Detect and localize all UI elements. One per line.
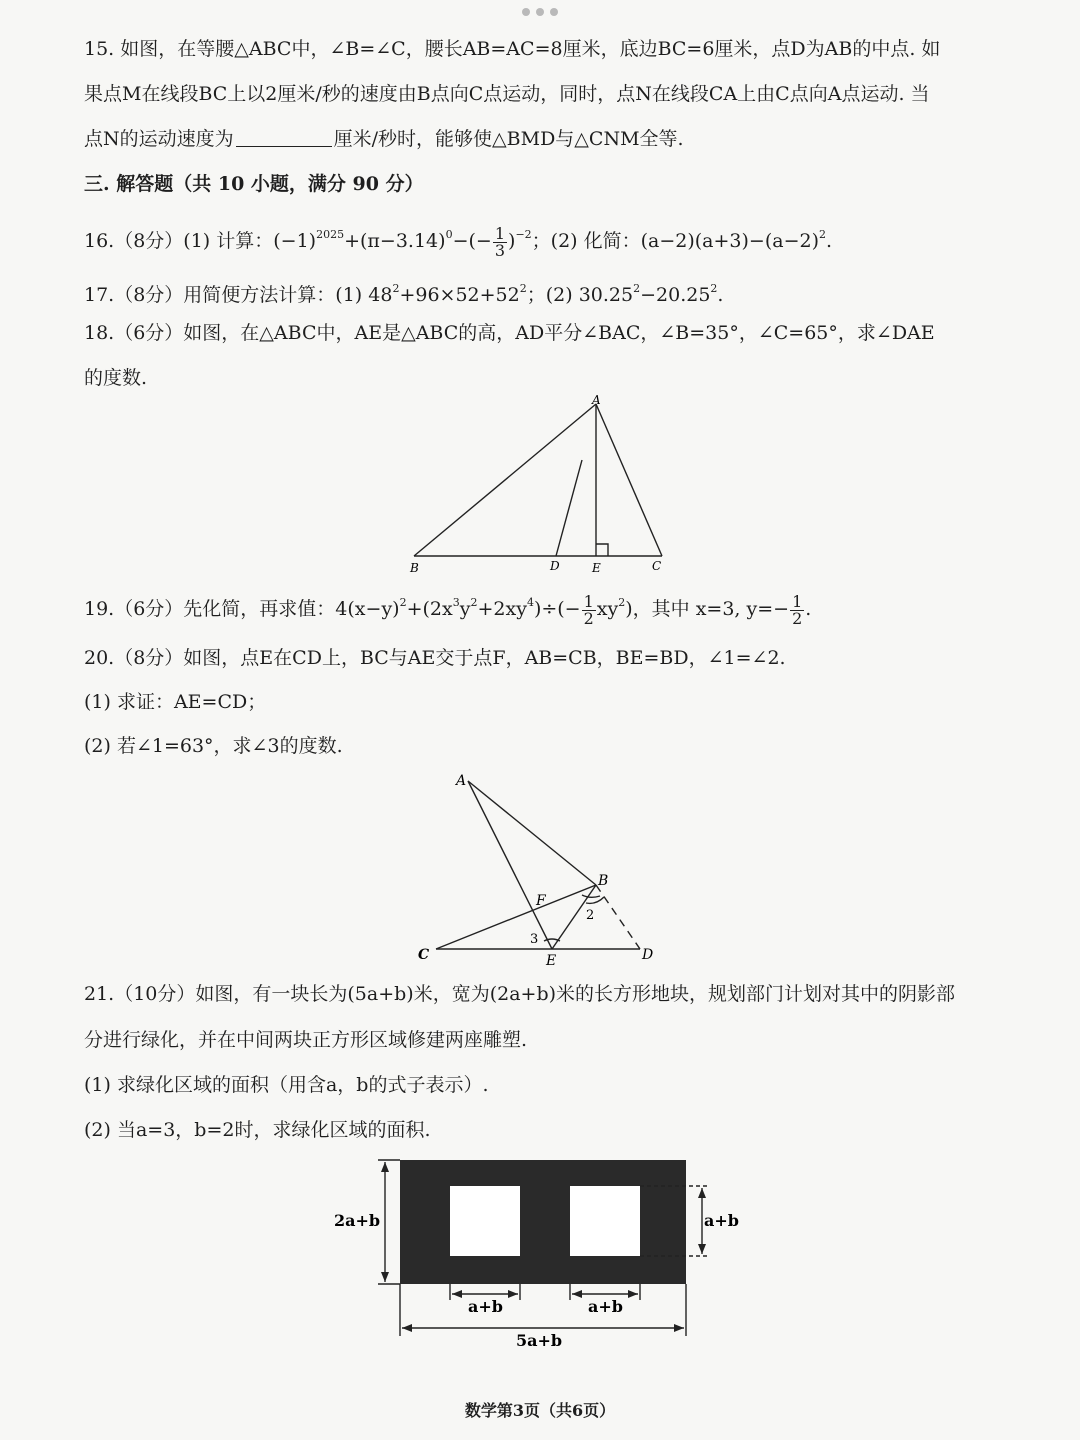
q17-exp: 2 [392,282,400,295]
q18-line1: 18.（6分）如图，在△ABC中，AE是△ABC的高，AD平分∠BAC，∠B=35°，∠C=65°，求∠DAE [84,322,935,344]
answer-blank[interactable] [236,128,332,147]
arrowhead [698,1244,706,1254]
segment-bd-dashed [596,885,640,949]
q17-exp: 2 [710,282,718,295]
section-header: 三. 解答题（共 10 小题，满分 90 分） [84,173,424,195]
sculpture-square-1 [450,1186,520,1256]
q19-exp: 2 [618,596,626,609]
label-angle-2: 2 [586,908,595,923]
arrowhead [572,1290,582,1298]
q16 [84,222,832,259]
q17-part: 17.（8分）用简便方法计算：(1) 48 [84,284,393,306]
q19-exp: 3 [452,596,460,609]
segment-ac [596,404,662,556]
label-height: 2a+b [334,1211,381,1230]
q19-exp: 4 [526,596,534,609]
q15-line1: 15. 如图，在等腰△ABC中，∠B=∠C，腰长AB=AC=8厘米，底边BC=6厘米，点D为AB的中点. 如 [84,38,941,60]
q17-part: −20.25 [640,284,711,306]
arrowhead [674,1324,684,1332]
q16-exp: 2025 [316,228,345,241]
segment-ae [468,781,552,949]
q19-part: . [805,598,812,620]
q19-exp: 2 [399,596,407,609]
angle-2-mark [586,897,604,903]
label-c: C [418,947,430,963]
q15-line2: 果点M在线段BC上以2厘米/秒的速度由B点向C点运动，同时，点N在线段CA上由C点向A点运动. 当 [84,83,930,105]
sculpture-square-2 [570,1186,640,1256]
q15-line3-start: 点N的运动速度为 [84,128,234,150]
label-width: 5a+b [516,1331,563,1350]
q17 [84,276,723,308]
q19-fraction [582,591,596,628]
q16-part: . [826,230,833,252]
q17-part: +96×52+52 [399,284,520,306]
fraction-denominator: 2 [792,608,803,628]
q17-exp: 2 [519,282,527,295]
segment-ab [414,404,596,556]
fraction-denominator: 3 [494,240,506,260]
q19-part: xy [596,598,619,620]
label-b: B [598,873,609,889]
q17-part: ；(2) 30.25 [526,284,634,306]
label-d: D [550,559,560,573]
label-a: A [592,393,601,407]
q17-part: . [717,284,724,306]
page-footer: 数学第3页（共6页） [464,1401,616,1420]
q21-line1: 21.（10分）如图，有一块长为(5a+b)米，宽为(2a+b)米的长方形地块，规划部门计划对其中的阴影部 [84,983,956,1005]
q20-line1: 20.（8分）如图，点E在CD上，BC与AE交于点F，AB=CB，BE=BD，∠1=∠2. [84,647,786,669]
arrowhead [381,1272,389,1282]
q16-exp: −2 [515,228,532,241]
triangle-figure-18 [400,392,680,582]
q16-part: −(− [452,230,492,252]
angle-1-mark [582,895,600,897]
arrowhead [381,1162,389,1172]
q15-line3-end: 厘米/秒时，能够使△BMD与△CNM全等. [333,128,684,150]
drag-handle[interactable] [522,8,558,16]
q21-line2: 分进行绿化，并在中间两块正方形区域修建两座雕塑. [84,1029,528,1051]
q16-exp: 2 [819,228,827,241]
q18-line2: 的度数. [84,367,148,389]
q16-part: ) [508,230,516,252]
q19-part: +2xy [477,598,527,620]
q16-part: +(π−3.14) [344,230,446,252]
q16-part: 16.（8分）(1) 计算：(−1) [84,230,317,252]
label-angle-3: 3 [530,932,539,947]
q16-fraction [493,223,507,260]
q19-part: 19.（6分）先化简，再求值：4(x−y) [84,598,400,620]
q21-part2: (2) 当a=3，b=2时，求绿化区域的面积. [84,1119,431,1141]
label-b: B [410,561,419,575]
q20-part2: (2) 若∠1=63°，求∠3的度数. [84,735,343,757]
fraction-numerator: 1 [494,223,506,243]
triangle-figure-20 [410,765,670,975]
q19-part: )÷(− [533,598,581,620]
arrowhead [628,1290,638,1298]
rectangle-figure-21 [330,1150,750,1360]
q16-part: ；(2) 化简：(a−2)(a+3)−(a−2) [531,230,820,252]
fraction-numerator: 1 [792,591,803,611]
q19-fraction-y [790,591,804,628]
arrowhead [698,1188,706,1198]
right-angle-mark [596,544,608,556]
label-square-width-2: a+b [588,1297,623,1316]
segment-bc [436,885,596,949]
q21-part1: (1) 求绿化区域的面积（用含a，b的式子表示）. [84,1074,489,1096]
fraction-numerator: 1 [583,591,594,611]
arrowhead [402,1324,412,1332]
fraction-denominator: 2 [583,608,594,628]
q20-part1: (1) 求证：AE=CD； [84,691,267,713]
label-f: F [536,893,546,909]
label-c: C [652,559,662,573]
green-area [400,1160,686,1284]
label-e: E [546,953,557,969]
q19-part: y [459,598,471,620]
q19-part: +(2x [406,598,453,620]
arrowhead [508,1290,518,1298]
arrowhead [452,1290,462,1298]
label-square-width-1: a+b [468,1297,503,1316]
label-a: A [456,773,467,789]
angle-3-mark [544,939,560,941]
label-e: E [592,561,601,575]
q19-exp: 2 [470,596,478,609]
label-square-height: a+b [704,1211,739,1230]
q19-part: )，其中 x=3, y=− [625,598,790,620]
q19 [84,590,811,627]
segment-ab [468,781,596,885]
q16-exp: 0 [445,228,453,241]
segment-ad [556,460,582,556]
q17-exp: 2 [633,282,641,295]
label-d: D [642,947,654,963]
q15-line3 [84,126,684,152]
